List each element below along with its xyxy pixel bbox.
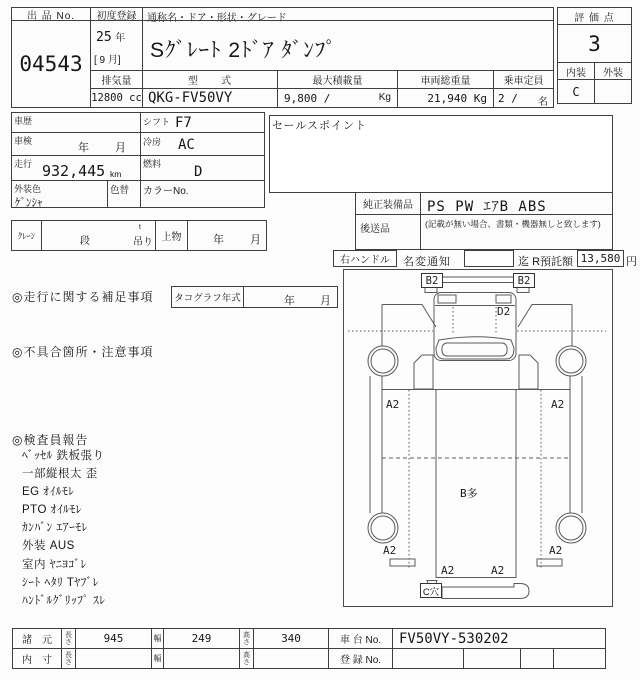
damage-code-right-rear: A2	[549, 544, 563, 557]
max-load-value: 9,800 /	[284, 92, 331, 105]
inspector-item: 外装 AUS	[22, 540, 75, 552]
inspector-item: ｼｰﾄ ﾍﾀﾘ Tﾔﾌﾞﾚ	[22, 577, 99, 589]
capacity-header: 乗車定員	[493, 70, 554, 89]
inspector-item: EG ｵｲﾙﾓﾚ	[22, 486, 75, 498]
ac-label: 冷房	[143, 137, 162, 147]
tacho-month: 月	[320, 295, 331, 307]
max-load-unit: Kg	[378, 92, 391, 103]
inner-width	[163, 648, 240, 669]
crane-dan: 段	[80, 236, 90, 247]
width-label: 幅	[151, 628, 164, 649]
crane-spec-cell	[41, 220, 156, 251]
sales-point-box	[269, 115, 613, 193]
uwamono-label: 上物	[155, 220, 188, 251]
ext-color-label: 外装色	[14, 184, 42, 194]
model-code-header: 型 式	[142, 70, 278, 89]
deposit-value: 13,580	[577, 250, 624, 267]
inspector-item: 室内 ﾔﾆﾖｺﾞﾚ	[22, 559, 87, 571]
name-change-box	[464, 250, 514, 267]
crane-label: ｸﾚｰﾝ	[11, 220, 42, 251]
uwamono-month: 月	[250, 234, 261, 246]
displacement-value: 12800 cc	[90, 88, 143, 108]
mileage-value: 932,445	[42, 162, 106, 180]
gross-weight-header: 車両総重量	[397, 70, 494, 89]
later-items-note: (記載が無い場合、書類・機器無しと致します)	[425, 219, 601, 229]
damage-code-left-front: A2	[386, 398, 400, 411]
exterior-grade	[594, 79, 632, 104]
later-items-note-cell	[420, 214, 613, 250]
uwamono-date-cell	[187, 220, 267, 251]
ext-color-value: ｹﾞﾝｼｬ	[15, 197, 43, 209]
inspection-cell	[11, 132, 141, 156]
inspector-item: ﾊﾝﾄﾞﾙｸﾞﾘｯﾌﾟ ｽﾚ	[22, 595, 106, 607]
equipment-value: PS PW ｴｱB ABS	[427, 199, 547, 215]
max-load-header: 最大積載量	[277, 70, 398, 89]
lot-no-value: 04543	[11, 20, 91, 108]
equipment-label: 純正装備品	[355, 192, 421, 215]
later-items-label-cell	[355, 214, 421, 250]
sales-point-label: セールスポイント	[272, 120, 368, 132]
inspector-item: ｶﾝﾊﾞﾝ ｴｱｰﾓﾚ	[22, 522, 88, 534]
ext-color-cell	[11, 180, 108, 208]
displacement-header: 排気量	[90, 70, 143, 89]
length-label: 長さ	[61, 628, 76, 649]
inspection-label: 車検	[14, 136, 33, 146]
inspection-month: 月	[115, 142, 126, 154]
equipment-value-box	[420, 192, 613, 215]
chassis-no: FV50VY-530202	[392, 628, 606, 649]
mileage-cell	[11, 155, 141, 181]
deposit-made-label: 迄 R預託額	[518, 256, 574, 268]
damage-code-bed-rear-left: A2	[441, 564, 455, 577]
chassis-label: 車 台 No.	[328, 628, 393, 649]
inner-length-label: 長さ	[61, 648, 76, 669]
interior-grade: C	[557, 79, 595, 104]
damage-code-cab-right: D2	[497, 305, 511, 318]
ac-value: AC	[178, 137, 195, 153]
deposit-yen: 円	[626, 256, 637, 268]
inner-height	[253, 648, 329, 669]
fuel-value: D	[194, 164, 203, 180]
mileage-label: 走行	[14, 159, 33, 169]
tacho-value-cell	[243, 286, 338, 308]
capacity-value: 2 /	[498, 92, 518, 105]
inspection-year: 年	[78, 142, 89, 154]
inspector-item: 一部縦根太 歪	[22, 468, 98, 480]
inspector-item: PTO ｵｲﾙﾓﾚ	[22, 504, 82, 516]
reg-no-cell-2	[463, 648, 521, 669]
grade-value: 3	[557, 24, 632, 63]
fuel-cell	[140, 155, 265, 181]
uwamono-year: 年	[213, 234, 224, 246]
damage-code-right-front: A2	[551, 398, 565, 411]
model-name-header: 通称名・ドア・形状・グレード	[142, 7, 554, 21]
ac-cell	[140, 132, 265, 156]
model-code-value: QKG-FV50VY	[142, 88, 278, 108]
history-label: 車歴	[14, 116, 33, 126]
exterior-header: 外装	[594, 62, 632, 80]
first-reg-year: 25 年	[96, 30, 126, 45]
model-name-value: Sｸﾞﾚｰﾄ 2ﾄﾞｱ ﾀﾞﾝﾌﾟ	[150, 39, 337, 62]
spec-height: 340	[253, 628, 329, 649]
reg-no-cell-4	[553, 648, 606, 669]
lot-no-header: 出 品 No.	[11, 7, 91, 21]
damage-code-bed-rear-right: A2	[491, 564, 505, 577]
damage-code-left-rear: A2	[383, 544, 397, 557]
inner-length	[75, 648, 152, 669]
height-label: 高さ	[239, 628, 254, 649]
tacho-year: 年	[284, 295, 295, 307]
reg-no-cell-1	[392, 648, 464, 669]
repaint-cell	[107, 180, 141, 208]
interior-header: 内装	[557, 62, 595, 80]
damage-code-mirror-left: B2	[421, 273, 443, 288]
shift-label: シフト	[143, 117, 171, 127]
damage-code-bed-center: B多	[460, 487, 478, 500]
damage-code-bumper: C穴	[420, 583, 442, 598]
first-reg-header: 初度登録	[90, 7, 143, 21]
defect-note-label: ◎不具合箇所・注意事項	[12, 345, 154, 359]
damage-diagram	[343, 269, 613, 607]
spec-row2-label: 内 寸	[12, 648, 62, 669]
spec-row1-label: 諸 元	[12, 628, 62, 649]
tacho-label: タコグラフ年式	[171, 286, 244, 308]
first-reg-month: [ 9 月]	[94, 55, 121, 66]
grade-header: 評 価 点	[557, 7, 632, 25]
mileage-note-label: ◎走行に関する補足事項	[12, 290, 154, 304]
inspector-label: ◎検査員報告	[12, 433, 89, 447]
history-cell	[11, 112, 141, 133]
damage-code-mirror-right: B2	[513, 273, 535, 288]
spec-length: 945	[75, 628, 152, 649]
crane-t-unit: t	[139, 224, 141, 231]
inner-width-label: 幅	[151, 648, 164, 669]
shift-cell	[140, 112, 265, 133]
mileage-unit: km	[110, 169, 122, 179]
color-no-cell	[140, 180, 265, 208]
gross-weight-value: 21,940 Kg	[397, 88, 494, 108]
name-change-label: 名変通知	[403, 256, 451, 268]
shift-value: F7	[175, 115, 192, 131]
fuel-label: 燃料	[143, 159, 162, 169]
handle-badge: 右ハンドル	[333, 250, 397, 267]
capacity-unit: 名	[538, 97, 548, 108]
reg-no-cell-3	[520, 648, 554, 669]
spec-width: 249	[163, 628, 240, 649]
reg-label: 登 録 No.	[328, 648, 393, 669]
later-items-label: 後送品	[360, 224, 390, 235]
color-no-label: カラーNo.	[143, 186, 189, 197]
crane-tsuri: 吊り	[133, 237, 153, 248]
inner-height-label: 高さ	[239, 648, 254, 669]
inspector-item: ﾍﾞｯｾﾙ 鉄板張り	[22, 450, 105, 462]
repaint-label: 色替	[110, 185, 130, 196]
